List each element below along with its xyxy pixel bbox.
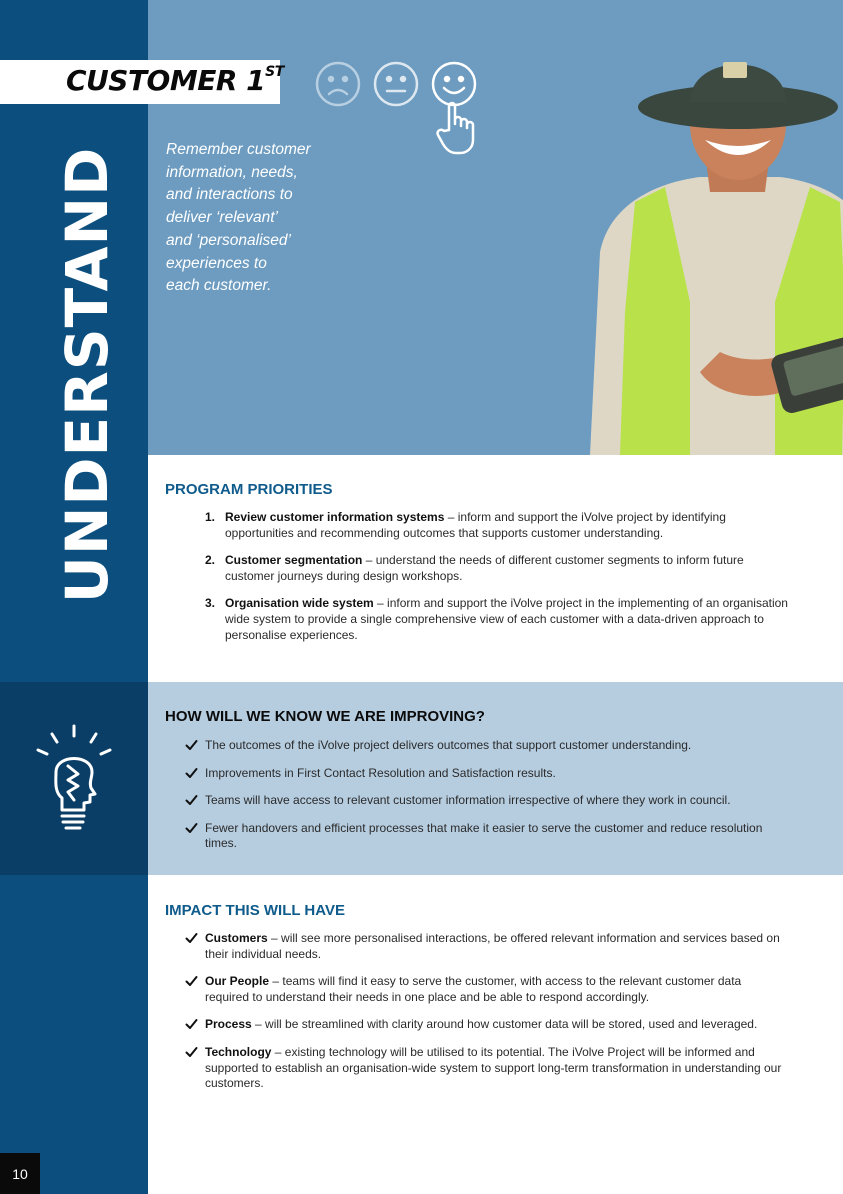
impact-item xyxy=(185,931,785,962)
improving-text: Teams will have access to relevant customer information irrespective of where they work in council. xyxy=(205,793,731,808)
hero-text xyxy=(166,139,366,298)
hero-text-line: and interactions to xyxy=(166,186,293,204)
check-icon xyxy=(185,794,198,806)
worker-photo xyxy=(580,52,843,455)
impact-heading: Customers xyxy=(205,931,268,945)
impact-title: IMPACT THIS WILL HAVE xyxy=(165,902,345,919)
hero-text-line: deliver ‘relevant’ xyxy=(166,209,278,227)
hero-text-line: Remember customer xyxy=(166,141,311,158)
improving-list xyxy=(185,738,785,864)
priority-number: 1. xyxy=(205,510,216,524)
hero-text-line: information, needs, xyxy=(166,163,298,181)
impact-list xyxy=(185,931,785,1104)
improving-text: Fewer handovers and efficient processes that make it easier to serve the customer and reduce resolution times. xyxy=(205,820,763,851)
priority-text: – understand the needs of different customer segments to inform future customer journeys during design workshops. xyxy=(225,553,744,583)
impact-text: – will see more personalised interactions, be offered relevant information and services based on their individual needs. xyxy=(205,931,780,961)
check-icon xyxy=(185,739,198,751)
check-icon xyxy=(185,1018,198,1030)
neutral-face-icon xyxy=(372,60,420,108)
impact-text: – existing technology will be utilised to its potential. The iVolve Project will be informed and supported to establish an organisation-wide system to support long-term transformation in understanding our customers. xyxy=(205,1044,782,1091)
impact-heading: Process xyxy=(205,1017,252,1032)
check-icon xyxy=(185,1046,198,1058)
improving-text: The outcomes of the iVolve project delivers outcomes that support customer understanding. xyxy=(205,738,692,752)
priority-item xyxy=(205,510,795,541)
hero-title-superscript: ST xyxy=(265,63,284,80)
priority-heading: Organisation wide system xyxy=(225,596,374,611)
hero-text-line: experiences to xyxy=(166,254,267,272)
check-icon xyxy=(185,932,198,944)
improving-title: HOW WILL WE KNOW WE ARE IMPROVING? xyxy=(165,708,485,725)
priorities-title: PROGRAM PRIORITIES xyxy=(165,481,333,498)
page-number: 10 xyxy=(0,1153,40,1194)
vertical-title-text: UNDERSTAND xyxy=(53,146,122,604)
check-icon xyxy=(185,975,198,987)
check-icon xyxy=(185,767,198,779)
improving-text: Improvements in First Contact Resolution and Satisfaction results. xyxy=(205,765,556,780)
impact-text: – will be streamlined with clarity around how customer data will be stored, used and leveraged. xyxy=(251,1017,758,1032)
priority-item xyxy=(205,596,795,643)
priority-text: – inform and support the iVolve project by identifying opportunities and recommending outcomes that supports customer understanding. xyxy=(225,510,726,540)
priority-heading: Review customer information systems xyxy=(225,510,445,524)
lightbulb-head-icon xyxy=(34,722,114,834)
priorities-list xyxy=(205,510,795,655)
impact-item xyxy=(185,974,785,1005)
priority-heading: Customer segmentation xyxy=(225,553,363,568)
impact-text: – teams will find it easy to serve the customer, with access to the relevant customer data required to understand their needs in one place and be able to respond accordingly. xyxy=(205,974,742,1004)
priority-item xyxy=(205,553,795,584)
hero-title xyxy=(66,64,284,97)
impact-heading: Technology xyxy=(205,1044,272,1059)
hero-text-line: each customer. xyxy=(166,277,272,295)
improving-item xyxy=(185,738,785,754)
priority-number: 2. xyxy=(205,553,216,568)
impact-heading: Our People xyxy=(205,974,270,989)
improving-item xyxy=(185,793,785,809)
impact-item xyxy=(185,1017,785,1033)
improving-item xyxy=(185,766,785,782)
hero-text-line: and ‘personalised’ xyxy=(166,231,291,249)
sad-face-icon xyxy=(314,60,362,108)
check-icon xyxy=(185,822,198,834)
priority-text: – inform and support the iVolve project in the implementing of an organisation wide system to provide a single comprehensive view of each customer with a data-driven approach to personalise experiences. xyxy=(225,596,788,642)
vertical-title xyxy=(42,140,132,610)
pointing-hand-icon xyxy=(434,100,480,156)
hero-title-text: CUSTOMER 1 xyxy=(66,64,266,97)
impact-item xyxy=(185,1045,785,1092)
priority-number: 3. xyxy=(205,596,216,611)
improving-item xyxy=(185,821,785,852)
